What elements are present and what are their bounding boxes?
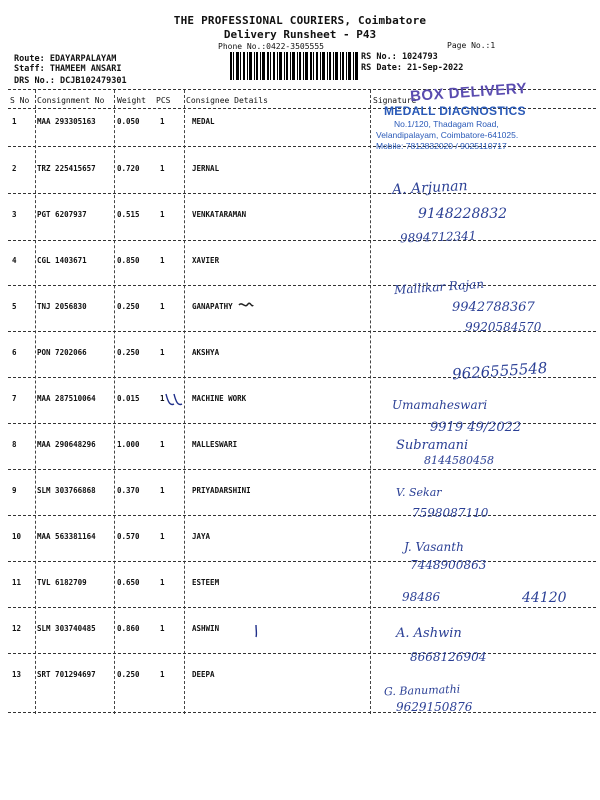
signature-7-date: 9919 49/2022 (430, 420, 522, 435)
stamp-company: MEDALL DIAGNOSTICS (384, 104, 526, 118)
scribble-icon (238, 300, 254, 310)
row-sno: 2 (12, 164, 17, 173)
signature-5-phone: 9942788367 (452, 300, 535, 315)
rs-number: RS No.: 1024793 (361, 52, 438, 62)
row-consignee: MEDAL (192, 117, 215, 126)
row-weight: 0.250 (117, 670, 140, 679)
row-rule (8, 469, 596, 470)
row-weight: 0.015 (117, 394, 140, 403)
company-title: THE PROFESSIONAL COURIERS, Coimbatore (173, 14, 427, 27)
row-consignee: JERNAL (192, 164, 220, 173)
row-pcs: 1 (160, 394, 165, 403)
row-weight: 0.515 (117, 210, 140, 219)
row-pcs: 1 (160, 302, 165, 311)
row-consignee: DEEPA (192, 670, 215, 679)
signature-11-extra: 44120 (522, 590, 567, 606)
signature-12-phone: 8668126904 (410, 650, 487, 664)
row-rule (8, 193, 596, 194)
row-pcs: 1 (160, 532, 165, 541)
row-consignee: XAVIER (192, 256, 220, 265)
rs-date: RS Date: 21-Sep-2022 (361, 63, 464, 73)
signature-9-phone: 7598087110 (412, 506, 489, 520)
signature-12-name: A. Ashwin (396, 626, 462, 641)
row-consignee: MALLESWARI (192, 440, 238, 449)
row-consignment: MAA 563381164 (37, 532, 96, 541)
row-consignment: MAA 293305163 (37, 117, 96, 126)
col-header-sno: S No (10, 96, 30, 105)
signature-8-phone: 8144580458 (424, 454, 494, 467)
row-pcs: 1 (160, 624, 165, 633)
row-sno: 1 (12, 117, 17, 126)
row-consignment: CGL 1403671 (37, 256, 87, 265)
row-consignment: PON 7202066 (37, 348, 87, 357)
signature-6-phone: 9626555548 (451, 358, 548, 384)
signature-11-phone: 98486 (402, 590, 441, 604)
row-consignment: TRZ 225415657 (37, 164, 96, 173)
row-pcs: 1 (160, 164, 165, 173)
signature-8-name: Subramani (396, 438, 469, 453)
row-sno: 6 (12, 348, 17, 357)
row-pcs: 1 (160, 670, 165, 679)
box-delivery-stamp (372, 79, 568, 156)
row-consignment: SLM 303766868 (37, 486, 96, 495)
row-sno: 8 (12, 440, 17, 449)
row-weight: 0.570 (117, 532, 140, 541)
row-consignee: PRIYADARSHINI (192, 486, 251, 495)
row-pcs: 1 (160, 578, 165, 587)
row-pcs: 1 (160, 440, 165, 449)
signature-10-phone: 7448900863 (410, 558, 487, 572)
col-header-signature: Signature (373, 96, 417, 105)
row-pcs: 1 (160, 210, 165, 219)
row-sno: 10 (12, 532, 22, 541)
row-weight: 0.050 (117, 117, 140, 126)
row-consignee: ESTEEM (192, 578, 220, 587)
pen-stroke-icon (252, 624, 262, 638)
drs-number: DRS No.: DCJB102479301 (14, 76, 127, 86)
page-number: Page No.:1 (447, 41, 496, 50)
row-rule (8, 607, 596, 608)
row-consignment: PGT 6207937 (37, 210, 87, 219)
row-pcs: 1 (160, 486, 165, 495)
row-consignee: VENKATARAMAN (192, 210, 247, 219)
signature-3-phone: 9148228832 (418, 206, 508, 222)
signature-13-phone: 9629150876 (396, 700, 473, 714)
row-sno: 9 (12, 486, 17, 495)
row-consignee: MACHINE WORK (192, 394, 247, 403)
row-sno: 12 (12, 624, 22, 633)
barcode (230, 52, 358, 80)
row-weight: 0.860 (117, 624, 140, 633)
row-consignment: MAA 287510064 (37, 394, 96, 403)
row-rule (8, 561, 596, 562)
row-weight: 0.850 (117, 256, 140, 265)
row-weight: 1.000 (117, 440, 140, 449)
stamp-address-2: Velandipalayam, Coimbatore-641025. (376, 130, 519, 140)
row-pcs: 1 (160, 256, 165, 265)
row-rule (8, 285, 596, 286)
row-rule (8, 653, 596, 654)
runsheet-title: Delivery Runsheet - P43 (223, 28, 377, 41)
row-consignee: JAYA (192, 532, 211, 541)
row-pcs: 1 (160, 348, 165, 357)
signature-9-name: V. Sekar (396, 486, 442, 499)
row-consignment: TVL 6182709 (37, 578, 87, 587)
row-consignment: SRT 701294697 (37, 670, 96, 679)
stamp-mobile: Mobile: 7812832020 / 9025110717 (376, 141, 507, 151)
row-rule (8, 515, 596, 516)
row-consignment: TNJ 2056830 (37, 302, 87, 311)
row-consignee: ASHWIN (192, 624, 220, 633)
row-sno: 3 (12, 210, 17, 219)
row-sno: 5 (12, 302, 17, 311)
staff-label: Staff: THAMEEM ANSARI (14, 64, 122, 74)
phone-number: Phone No.:0422-3505555 (218, 42, 324, 51)
row-weight: 0.370 (117, 486, 140, 495)
signature-5-name: Mallikar Rajan (393, 276, 485, 298)
check-mark-icon (160, 392, 190, 408)
column-divider (35, 90, 36, 714)
row-sno: 7 (12, 394, 17, 403)
signature-3-name: A. Arjunan (391, 178, 468, 198)
row-rule (8, 240, 596, 241)
row-consignee: GANAPATHY (192, 302, 233, 311)
row-weight: 0.250 (117, 302, 140, 311)
signature-13-name: G. Banumathi (383, 682, 461, 699)
col-header-consignee: Consignee Details (186, 96, 268, 105)
row-weight: 0.720 (117, 164, 140, 173)
signature-5-phone2: 9920584570 (465, 320, 542, 334)
col-header-pcs: PCS (156, 96, 171, 105)
row-consignee: AKSHYA (192, 348, 220, 357)
row-sno: 11 (12, 578, 22, 587)
row-sno: 4 (12, 256, 17, 265)
signature-7-name: Umamaheswari (392, 398, 488, 412)
row-weight: 0.250 (117, 348, 140, 357)
row-consignment: MAA 290648296 (37, 440, 96, 449)
row-consignment: SLM 303740485 (37, 624, 96, 633)
stamp-address-1: No.1/120, Thadagam Road, (394, 119, 499, 129)
signature-10-name: J. Vasanth (404, 540, 464, 554)
signature-3-phone2: 9894712341 (399, 228, 477, 246)
route-label: Route: EDAYARPALAYAM (14, 54, 117, 64)
col-header-weight: Weight (117, 96, 146, 105)
col-header-consignment: Consignment No (37, 96, 105, 105)
row-sno: 13 (12, 670, 22, 679)
stamp-title: BOX DELIVERY (409, 79, 528, 106)
column-divider (370, 90, 371, 714)
row-pcs: 1 (160, 117, 165, 126)
row-weight: 0.650 (117, 578, 140, 587)
column-divider (114, 90, 115, 714)
row-rule (8, 712, 596, 713)
